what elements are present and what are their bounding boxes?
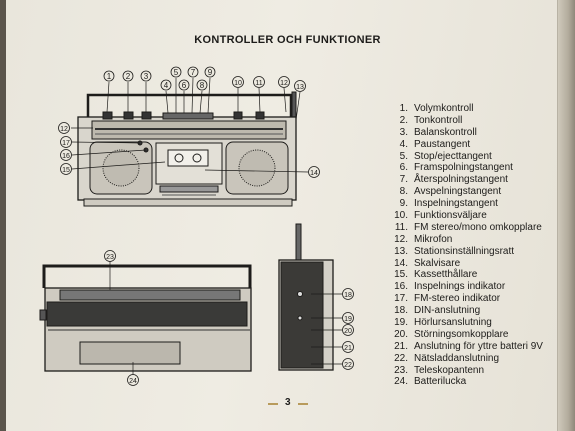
svg-text:19: 19 bbox=[344, 316, 352, 323]
svg-text:5: 5 bbox=[173, 68, 179, 77]
page-number-dash-left bbox=[268, 403, 278, 405]
back-view-illustration bbox=[40, 260, 251, 376]
callout-14 bbox=[309, 167, 320, 178]
legend-item: 6. Framspolningstangent bbox=[399, 162, 513, 174]
callout-17 bbox=[61, 137, 72, 148]
page-title: KONTROLLER OCH FUNKTIONER bbox=[194, 34, 381, 46]
svg-text:10: 10 bbox=[234, 80, 242, 87]
callout-8 bbox=[197, 80, 207, 90]
legend-item: 23. Teleskopantenn bbox=[394, 364, 485, 376]
svg-text:16: 16 bbox=[62, 153, 70, 160]
controls-legend bbox=[386, 103, 543, 388]
callout-15 bbox=[61, 164, 72, 175]
callout-18 bbox=[343, 289, 354, 300]
legend-item: 2. Tonkontroll bbox=[399, 114, 463, 126]
legend-item: 8. Avspelningstangent bbox=[399, 186, 502, 198]
callout-13 bbox=[295, 81, 306, 92]
callout-11 bbox=[254, 77, 265, 88]
svg-text:7: 7 bbox=[190, 68, 196, 77]
callout-1 bbox=[104, 71, 114, 81]
legend-item: 10. Funktionsväljare bbox=[394, 210, 487, 222]
legend-item: 12. Mikrofon bbox=[394, 233, 453, 245]
svg-text:20: 20 bbox=[344, 328, 352, 335]
callout-24 bbox=[128, 375, 139, 386]
legend-item: 19. Hörlursanslutning bbox=[394, 317, 492, 329]
svg-text:11: 11 bbox=[255, 80, 263, 87]
legend-item: 17. FM-stereo indikator bbox=[394, 293, 501, 305]
svg-text:4: 4 bbox=[163, 81, 169, 90]
legend-item: 7. Återspolningstangent bbox=[399, 174, 508, 186]
legend-item: 4. Paustangent bbox=[399, 138, 471, 150]
svg-text:14: 14 bbox=[310, 170, 318, 177]
legend-item: 22. Nätsladdanslutning bbox=[394, 352, 500, 364]
svg-text:12: 12 bbox=[60, 126, 68, 133]
callout-21 bbox=[343, 342, 354, 353]
legend-item: 14. Skalvisare bbox=[394, 257, 461, 269]
legend-item: 16. Inspelnings indikator bbox=[394, 281, 506, 293]
svg-text:23: 23 bbox=[106, 254, 114, 261]
callout-6 bbox=[179, 80, 189, 90]
callout-16 bbox=[61, 150, 72, 161]
callout-2 bbox=[123, 71, 133, 81]
svg-text:6: 6 bbox=[181, 81, 187, 90]
callout-22 bbox=[343, 359, 354, 370]
callout-5 bbox=[171, 67, 181, 77]
legend-item: 3. Balanskontroll bbox=[399, 126, 477, 138]
legend-item: 9. Inspelningstangent bbox=[399, 198, 498, 210]
callout-19 bbox=[343, 313, 354, 324]
legend-item: 20. Störningsomkopplare bbox=[394, 328, 509, 340]
callout-3 bbox=[141, 71, 151, 81]
callout-12-top bbox=[279, 77, 290, 88]
legend-item: 1. Volymkontroll bbox=[399, 103, 474, 114]
callout-10 bbox=[233, 77, 244, 88]
callout-4 bbox=[161, 80, 171, 90]
callout-7 bbox=[188, 67, 198, 77]
svg-text:18: 18 bbox=[344, 292, 352, 299]
page-number-dash-right bbox=[298, 403, 308, 405]
svg-text:17: 17 bbox=[62, 140, 70, 147]
svg-text:1: 1 bbox=[106, 72, 112, 81]
legend-item: 18. DIN-anslutning bbox=[394, 305, 481, 317]
legend-item: 15. Kassetthållare bbox=[394, 269, 478, 281]
legend-item: 13. Stationsinställningsratt bbox=[394, 245, 515, 257]
svg-text:13: 13 bbox=[296, 84, 304, 91]
page-number: 3 bbox=[285, 397, 291, 408]
svg-text:12: 12 bbox=[280, 80, 288, 87]
svg-text:8: 8 bbox=[199, 81, 205, 90]
legend-item: 5. Stop/ejecttangent bbox=[399, 150, 492, 162]
side-view-illustration bbox=[279, 224, 342, 370]
callout-9 bbox=[205, 67, 215, 77]
callout-23 bbox=[105, 251, 116, 262]
svg-text:2: 2 bbox=[125, 72, 131, 81]
legend-item: 11. FM stereo/mono omkopplare bbox=[394, 221, 542, 233]
svg-text:22: 22 bbox=[344, 362, 352, 369]
svg-text:3: 3 bbox=[143, 72, 149, 81]
legend-item: 21. Anslutning för yttre batteri 9V bbox=[394, 340, 543, 352]
callout-12-side bbox=[59, 123, 70, 134]
legend-item: 24. Batterilucka bbox=[394, 376, 467, 388]
svg-text:15: 15 bbox=[62, 167, 70, 174]
svg-text:9: 9 bbox=[207, 68, 213, 77]
svg-text:21: 21 bbox=[344, 345, 352, 352]
svg-text:24: 24 bbox=[129, 378, 137, 385]
callout-20 bbox=[343, 325, 354, 336]
front-view-illustration bbox=[71, 78, 308, 206]
